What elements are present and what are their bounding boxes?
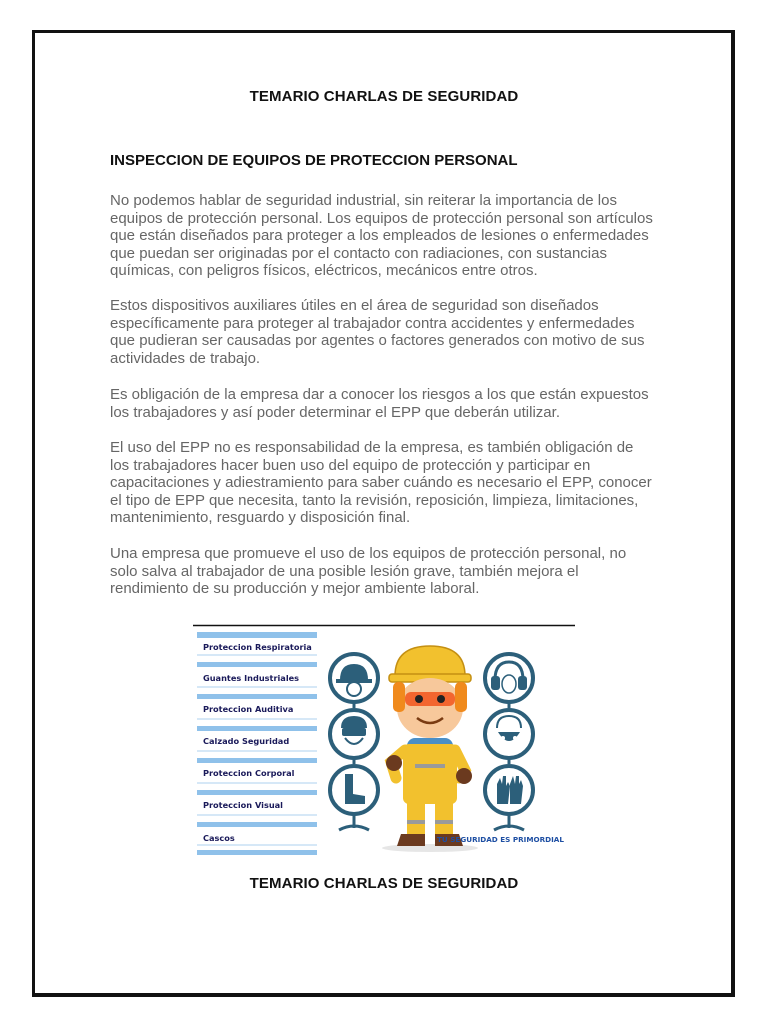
tagline: TU SEGURIDAD ES PRIMORDIAL	[437, 835, 564, 844]
safety-boot-icon	[330, 766, 378, 814]
label-helmets: Cascos	[203, 833, 235, 843]
label-hearing: Proteccion Auditiva	[203, 704, 294, 714]
face-shield-icon	[330, 710, 378, 758]
label-panel	[197, 632, 317, 855]
label-respiratory: Proteccion Respiratoria	[203, 642, 312, 652]
label-footwear: Calzado Seguridad	[203, 736, 290, 746]
paragraph-3: Es obligación de la empresa dar a conocer los riesgos a los que están expuestos los trabajadores y así poder determinar el EPP que deberán utilizar.	[110, 386, 649, 421]
document-title: TEMARIO CHARLAS DE SEGURIDAD	[249, 88, 519, 105]
gloves-icon	[485, 766, 533, 814]
section-heading: INSPECCION DE EQUIPOS DE PROTECCION PERSONAL	[110, 152, 518, 169]
ppe-infographic	[193, 624, 575, 856]
paragraph-2: Estos dispositivos auxiliares útiles en el área de seguridad son diseñados específicamente para proteger al trabajador contra accidentes y enfermedades que pudieran ser causadas por agentes o factores generados con motivo de sus actividades de trabajo.	[110, 297, 645, 367]
ppe-infographic-svg	[193, 624, 575, 856]
worker-figure	[382, 646, 478, 852]
document-footer-title: TEMARIO CHARLAS DE SEGURIDAD	[249, 875, 519, 892]
label-gloves: Guantes Industriales	[203, 673, 300, 683]
paragraph-1: No podemos hablar de seguridad industrial, sin reiterar la importancia de los equipos de protección personal. Los equipos de protección personal son artículos que están diseñados para proteger a los empleados de lesiones o enfermedades que puedan ser originadas por el contacto con radiaciones, con sustancias químicas, con peligros físicos, eléctricos, mecánicos entre otros.	[110, 192, 653, 280]
respirator-mask-icon	[485, 710, 533, 758]
hard-hat-icon	[330, 654, 378, 702]
label-visual: Proteccion Visual	[203, 800, 283, 810]
paragraph-5: Una empresa que promueve el uso de los equipos de protección personal, no solo salva al trabajador de una posible lesión grave, también mejora el rendimiento de su producción y mejor ambiente laboral.	[110, 545, 627, 598]
ear-muffs-icon	[485, 654, 533, 702]
paragraph-4: El uso del EPP no es responsabilidad de la empresa, es también obligación de los trabajadores hacer buen uso del equipo de protección y participar en capacitaciones y adiestramiento para saber cuándo es necesario el EPP, conocer el tipo de EPP que necesita, tanto la revisión, reposición, limpieza, limitaciones, mantenimiento, resguardo y disposición final.	[110, 439, 652, 527]
label-body: Proteccion Corporal	[203, 768, 295, 778]
